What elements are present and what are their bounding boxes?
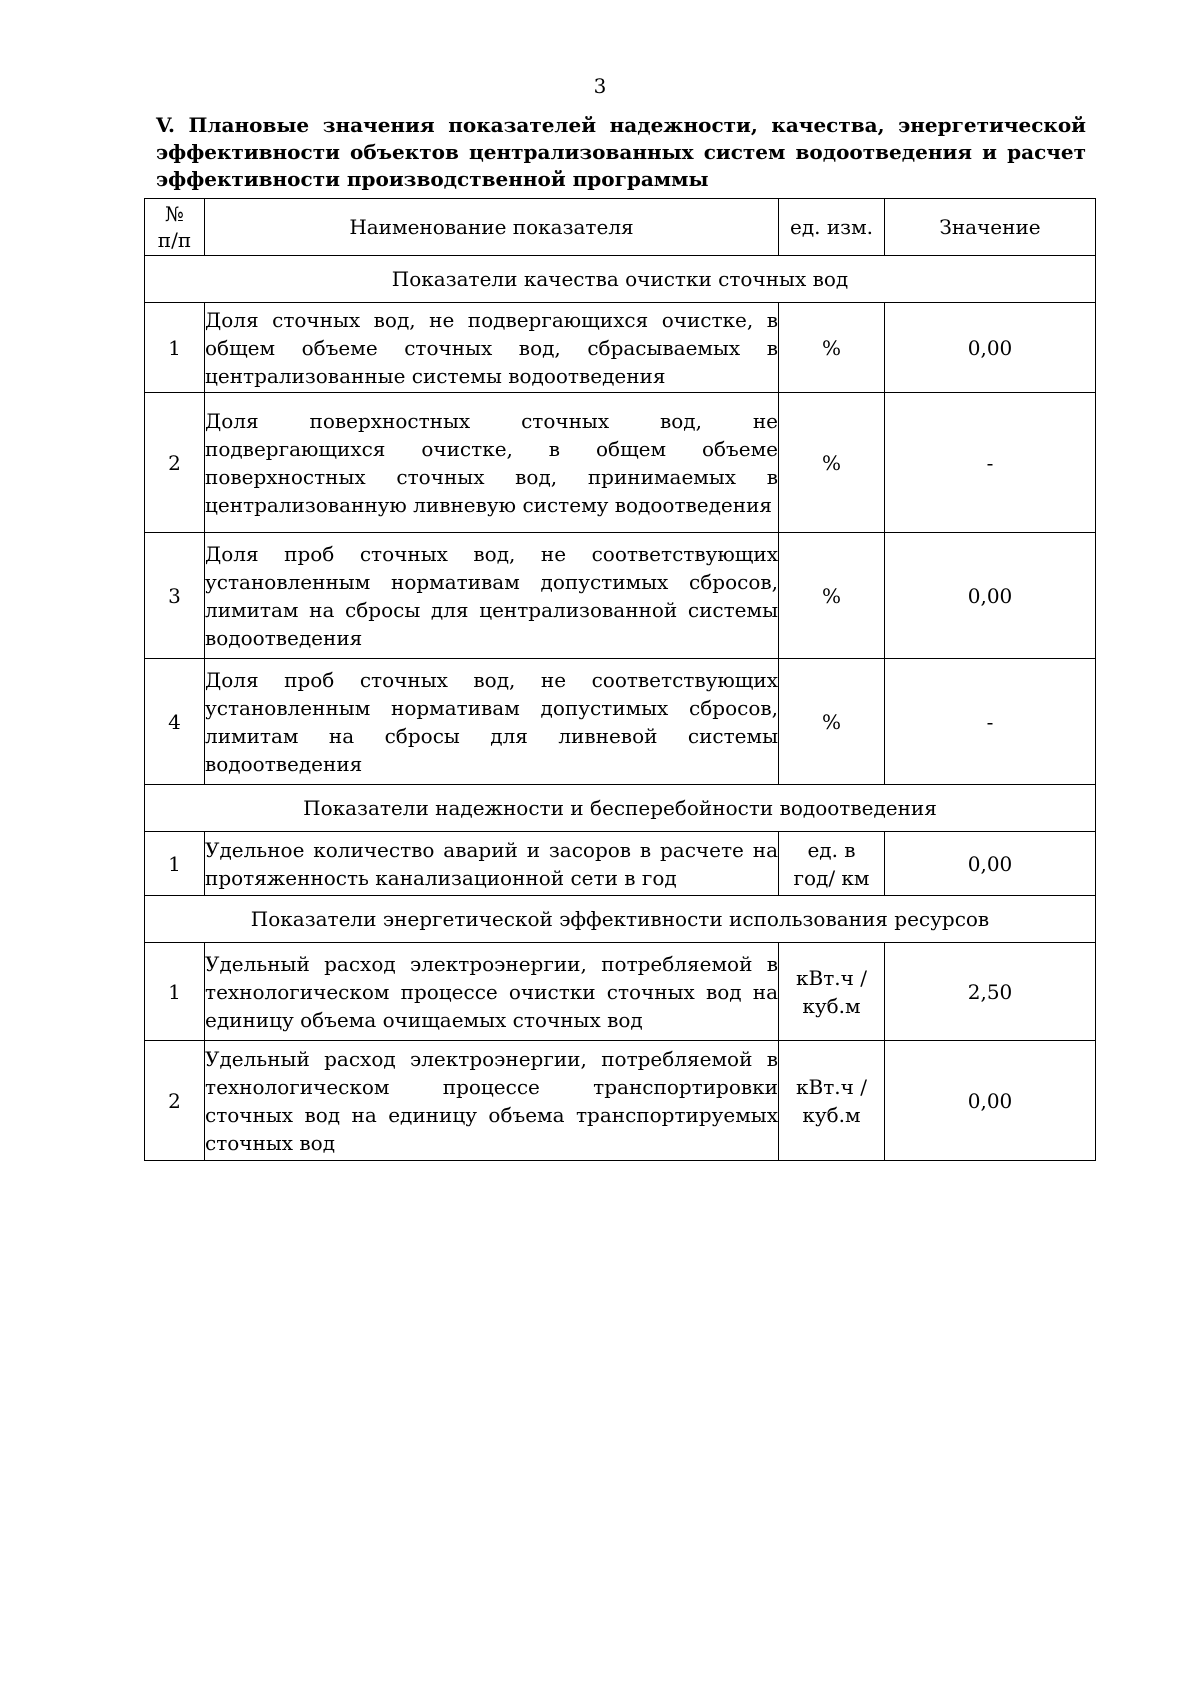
row-unit-line1: % bbox=[821, 709, 841, 734]
header-unit: ед. изм. bbox=[779, 199, 885, 256]
row-number: 4 bbox=[145, 659, 205, 785]
table-row bbox=[145, 393, 1096, 533]
row-unit-line1: кВт.ч / bbox=[796, 1074, 867, 1099]
row-name: Удельный расход электроэнергии, потребляемой в технологическом процессе очистки сточных вод на единицу объема очищаемых сточных вод bbox=[205, 943, 779, 1041]
row-unit bbox=[779, 533, 885, 659]
header-number-line1: № bbox=[165, 202, 184, 226]
header-number bbox=[145, 199, 205, 256]
row-unit bbox=[779, 1041, 885, 1161]
table-row bbox=[145, 1041, 1096, 1161]
row-value: 0,00 bbox=[885, 303, 1096, 393]
row-name: Доля поверхностных сточных вод, не подвергающихся очистке, в общем объеме поверхностных сточных вод, принимаемых в централизованную ливневую систему водоотведения bbox=[205, 393, 779, 533]
row-unit-line1: % bbox=[821, 450, 841, 475]
row-value: 0,00 bbox=[885, 832, 1096, 896]
row-value: - bbox=[885, 659, 1096, 785]
section-row-reliability bbox=[145, 785, 1096, 832]
row-name: Доля проб сточных вод, не соответствующих установленным нормативам допустимых сбросов, лимитам на сбросы для ливневой системы водоотведения bbox=[205, 659, 779, 785]
row-unit bbox=[779, 943, 885, 1041]
section-heading: V. Плановые значения показателей надежности, качества, энергетической эффективности объектов централизованных систем водоотведения и расчет эффективности производственной программы bbox=[156, 113, 1086, 191]
indicators-table bbox=[144, 198, 1096, 1161]
row-number: 2 bbox=[145, 1041, 205, 1161]
row-number: 1 bbox=[145, 943, 205, 1041]
section-title: Показатели энергетической эффективности использования ресурсов bbox=[145, 896, 1096, 943]
row-value: - bbox=[885, 393, 1096, 533]
row-number: 2 bbox=[145, 393, 205, 533]
header-name: Наименование показателя bbox=[205, 199, 779, 256]
row-value: 2,50 bbox=[885, 943, 1096, 1041]
row-unit-line1: ед. в bbox=[807, 837, 856, 862]
row-value: 0,00 bbox=[885, 1041, 1096, 1161]
row-unit-line1: % bbox=[821, 583, 841, 608]
row-unit-line2: куб.м bbox=[802, 993, 861, 1018]
header-number-line2: п/п bbox=[157, 228, 192, 252]
table-row bbox=[145, 303, 1096, 393]
section-title: Показатели качества очистки сточных вод bbox=[145, 256, 1096, 303]
table-row bbox=[145, 832, 1096, 896]
row-unit bbox=[779, 303, 885, 393]
table-row bbox=[145, 943, 1096, 1041]
section-title: Показатели надежности и бесперебойности водоотведения bbox=[145, 785, 1096, 832]
table-header-row bbox=[145, 199, 1096, 256]
row-name: Удельный расход электроэнергии, потребляемой в технологическом процессе транспортировки сточных вод на единицу объема транспортируемых сточных вод bbox=[205, 1041, 779, 1161]
table-row bbox=[145, 533, 1096, 659]
section-row-energy bbox=[145, 896, 1096, 943]
row-unit bbox=[779, 659, 885, 785]
row-unit-line1: % bbox=[821, 335, 841, 360]
section-row-quality bbox=[145, 256, 1096, 303]
row-number: 1 bbox=[145, 303, 205, 393]
header-value: Значение bbox=[885, 199, 1096, 256]
table-row bbox=[145, 659, 1096, 785]
row-unit bbox=[779, 393, 885, 533]
row-name: Удельное количество аварий и засоров в расчете на протяженность канализационной сети в год bbox=[205, 832, 779, 896]
row-unit-line2: год/ км bbox=[793, 865, 870, 890]
row-unit bbox=[779, 832, 885, 896]
row-unit-line1: кВт.ч / bbox=[796, 965, 867, 990]
row-name: Доля сточных вод, не подвергающихся очистке, в общем объеме сточных вод, сбрасываемых в централизованные системы водоотведения bbox=[205, 303, 779, 393]
page-number: 3 bbox=[593, 74, 607, 98]
row-number: 1 bbox=[145, 832, 205, 896]
row-name: Доля проб сточных вод, не соответствующих установленным нормативам допустимых сбросов, лимитам на сбросы для централизованной системы водоотведения bbox=[205, 533, 779, 659]
row-number: 3 bbox=[145, 533, 205, 659]
row-value: 0,00 bbox=[885, 533, 1096, 659]
row-unit-line2: куб.м bbox=[802, 1102, 861, 1127]
